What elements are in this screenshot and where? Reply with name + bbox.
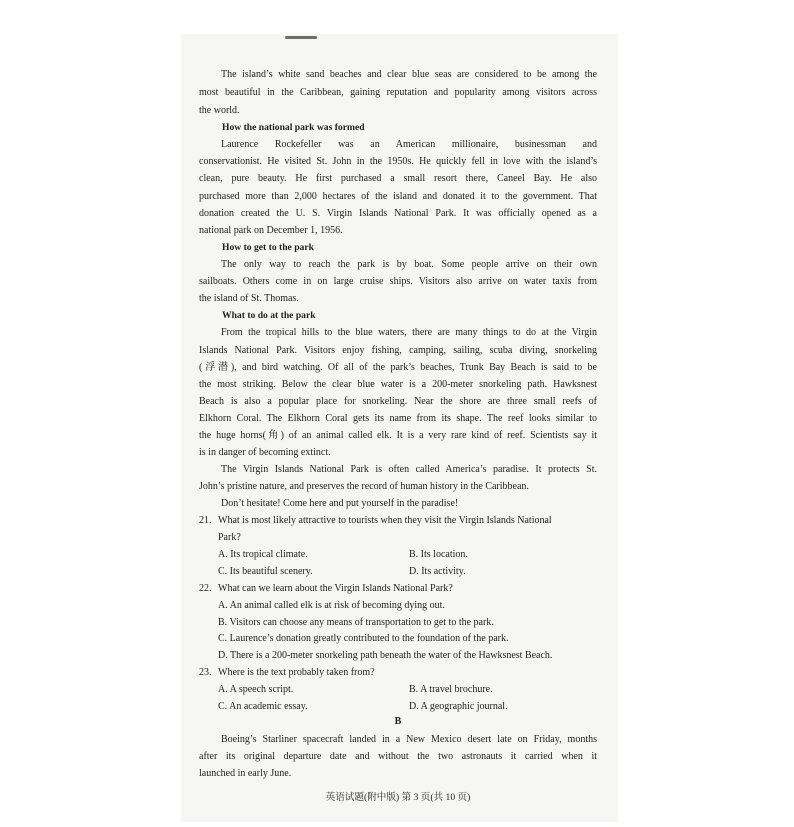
closing-final-line: Don’t hesitate! Come here and put yourself in the paradise! <box>221 498 459 509</box>
question-23-option-d[interactable]: D. A geographic journal. <box>409 701 508 712</box>
passage-intro-line-3: the world. <box>199 105 240 116</box>
section-formed-line-6: national park on December 1, 1956. <box>199 225 343 236</box>
section-heading-getting-there: How to get to the park <box>222 242 314 253</box>
section-formed-line-3: clean, pure beauty. He first purchased a small resort there, Caneel Bay. He also <box>199 173 597 184</box>
section-activities-line-1: From the tropical hills to the blue waters, there are many things to do at the Virgin <box>221 327 597 338</box>
question-22-number: 22. <box>199 583 212 594</box>
scan-artifact-mark <box>285 36 317 39</box>
passage-intro-line-1: The island’s white sand beaches and clear blue seas are considered to be among the <box>221 69 597 80</box>
section-heading-activities: What to do at the park <box>222 310 316 321</box>
question-22-stem: What can we learn about the Virgin Islands National Park? <box>218 583 453 594</box>
section-getting-there-line-3: the island of St. Thomas. <box>199 293 299 304</box>
section-b-label: B <box>394 716 402 727</box>
section-getting-there-line-2: sailboats. Others come in on large cruise ships. Visitors also arrive on water taxis from <box>199 276 597 287</box>
section-formed-line-5: donation created the U. S. Virgin Islands National Park. It was officially opened as a <box>199 208 597 219</box>
closing-line-1: The Virgin Islands National Park is often called America’s paradise. It protects St. <box>221 464 597 475</box>
section-b-line-1: Boeing’s Starliner spacecraft landed in a New Mexico desert late on Friday, months <box>221 734 597 745</box>
question-21-option-d[interactable]: D. Its activity. <box>409 566 466 577</box>
section-b-line-3: launched in early June. <box>199 768 292 779</box>
question-21-stem-line-1: What is most likely attractive to tourists when they visit the Virgin Islands National <box>218 515 552 526</box>
question-21-option-b[interactable]: B. Its location. <box>409 549 468 560</box>
section-activities-line-6: Elkhorn Coral. The Elkhorn Coral gets its name from its shape. The reef looks similar to <box>199 413 597 424</box>
passage-intro-line-2: most beautiful in the Caribbean, gaining reputation and popularity among visitors across <box>199 87 597 98</box>
section-getting-there-line-1: The only way to reach the park is by boat. Some people arrive on their own <box>221 259 597 270</box>
question-22-option-c[interactable]: C. Laurence’s donation greatly contributed to the foundation of the park. <box>218 633 509 644</box>
section-activities-line-2: Islands National Park. Visitors enjoy fishing, camping, sailing, scuba diving, snorkeling <box>199 345 597 356</box>
question-22-option-b[interactable]: B. Visitors can choose any means of transportation to get to the park. <box>218 617 494 628</box>
question-23-option-a[interactable]: A. A speech script. <box>218 684 294 695</box>
question-22-option-d[interactable]: D. There is a 200-meter snorkeling path beneath the water of the Hawksnest Beach. <box>218 650 553 661</box>
question-23-number: 23. <box>199 667 212 678</box>
question-21-number: 21. <box>199 515 212 526</box>
section-b-line-2: after its original departure date and without the two astronauts it carried when it <box>199 751 597 762</box>
question-21-stem-line-2: Park? <box>218 532 241 543</box>
page-footer: 英语试题(附中版) 第 3 页(共 10 页) <box>325 792 471 803</box>
section-formed-line-1: Laurence Rockefeller was an American millionaire, businessman and <box>221 139 597 150</box>
question-22-option-a[interactable]: A. An animal called elk is at risk of becoming dying out. <box>218 600 445 611</box>
section-heading-formed: How the national park was formed <box>222 122 365 133</box>
question-21-option-a[interactable]: A. Its tropical climate. <box>218 549 308 560</box>
section-activities-line-4: the most striking. Below the clear blue water is a 200-meter snorkeling path. Hawksnest <box>199 379 597 390</box>
section-activities-line-7: the huge horns(角) of an animal called elk. It is a very rare kind of reef. Scientists say it <box>199 430 597 441</box>
question-23-option-b[interactable]: B. A travel brochure. <box>409 684 493 695</box>
section-formed-line-2: conservationist. He visited St. John in the 1950s. He quickly fell in love with the island’s <box>199 156 597 167</box>
section-formed-line-4: purchased more than 2,000 hectares of the island and donated it to the government. That <box>199 191 597 202</box>
question-23-stem: Where is the text probably taken from? <box>218 667 375 678</box>
closing-line-2: John’s pristine nature, and preserves the record of human history in the Caribbean. <box>199 481 529 492</box>
section-activities-line-8: is in danger of becoming extinct. <box>199 447 331 458</box>
section-activities-line-5: Beach is also a popular place for snorkeling. Near the shore are three small reefs of <box>199 396 597 407</box>
question-21-option-c[interactable]: C. Its beautiful scenery. <box>218 566 313 577</box>
question-23-option-c[interactable]: C. An academic essay. <box>218 701 308 712</box>
section-activities-line-3: (浮潜), and bird watching. Of all of the park’s beaches, Trunk Bay Beach is said to be <box>199 362 597 373</box>
